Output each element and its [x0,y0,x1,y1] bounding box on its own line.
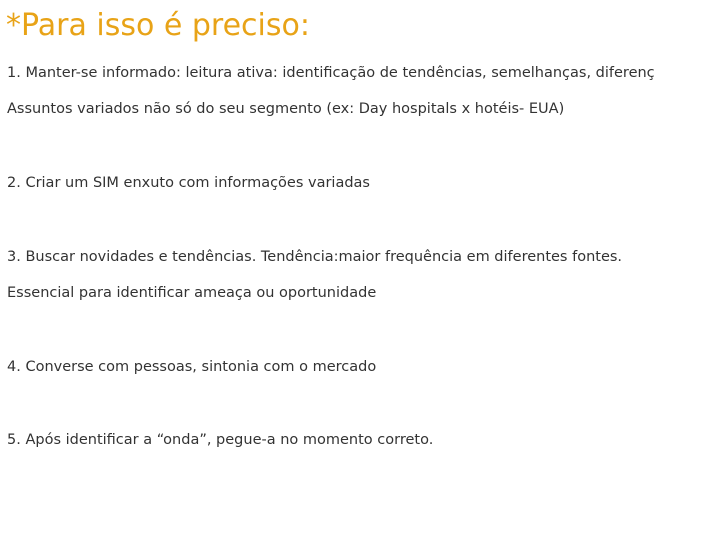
point-2-text: 2. Criar um SIM enxuto com informações variadas [7,175,370,191]
point-5-text: 5. Após identificar a “onda”, pegue-a no momento correto. [7,432,434,448]
slide-title: *Para isso é preciso: [6,8,310,43]
point-1-text: 1. Manter-se informado: leitura ativa: identificação de tendências, semelhanças, diferenç [7,65,655,81]
point-1-detail: Assuntos variados não só do seu segmento (ex: Day hospitals x hotéis- EUA) [7,101,565,117]
point-4-text: 4. Converse com pessoas, sintonia com o mercado [7,359,377,375]
point-3-text: 3. Buscar novidades e tendências. Tendência:maior frequência em diferentes fontes. [7,249,623,265]
point-3-detail: Essencial para identificar ameaça ou oportunidade [7,285,377,301]
